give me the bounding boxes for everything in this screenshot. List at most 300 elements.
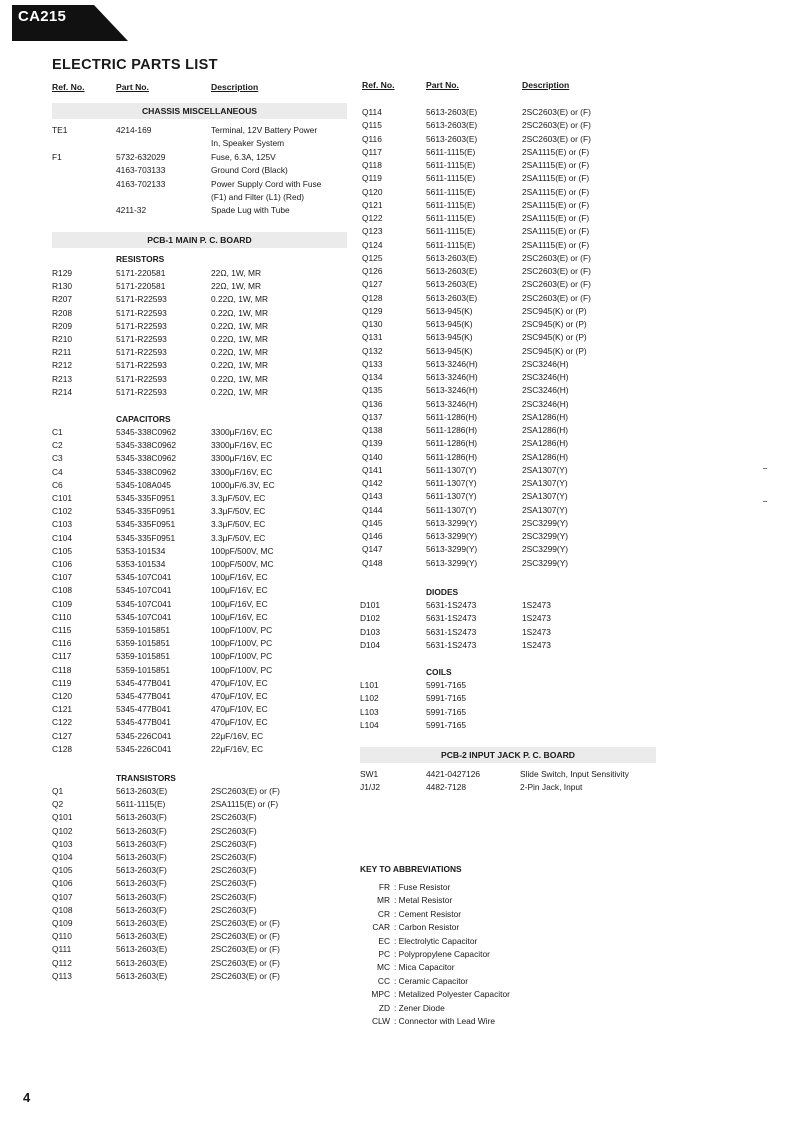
- cell-ref: Q114: [362, 107, 382, 117]
- cell-desc: 100pF/100V, PC: [211, 625, 273, 635]
- cell-desc: 22Ω, 1W, MR: [211, 281, 262, 292]
- table-row: [0, 239, 700, 252]
- table-row: [0, 278, 700, 291]
- cell-ref: Q112: [52, 957, 72, 968]
- cell-ref: D104: [360, 639, 381, 650]
- cell-part: 5345-477B041: [116, 677, 171, 688]
- cell-ref: L102: [360, 693, 379, 704]
- cell-ref: C103: [52, 519, 73, 530]
- cell-part: 5631-1S2473: [426, 600, 477, 610]
- cell-part: 5613-3246(H): [426, 398, 478, 409]
- cell-part: 4214-169: [116, 125, 152, 135]
- cell-ref: Q146: [362, 531, 383, 541]
- cell-part: 5611-1115(E): [116, 799, 166, 810]
- cell-desc: 2SA1115(E) or (F): [522, 173, 590, 184]
- cell-ref: Q124: [362, 239, 383, 250]
- abbreviation-code: CR: [377, 908, 390, 919]
- table-row: [0, 451, 700, 464]
- cell-desc: 2SC2603(F): [211, 838, 257, 849]
- cell-desc: 2SA1286(H): [522, 438, 569, 449]
- cell-desc: 2SC2603(E) or (F): [211, 918, 280, 928]
- coils-subheader: COILS: [426, 667, 452, 677]
- cell-ref: Q101: [52, 812, 73, 823]
- table-row: [0, 292, 700, 305]
- table-row: [0, 265, 700, 278]
- cell-part: 5345-107C041: [116, 611, 172, 622]
- cell-desc: 100pF/100V, PC: [211, 651, 273, 662]
- table-row: [0, 768, 700, 781]
- table-row: [0, 424, 700, 437]
- cell-desc: 2SC2603(E) or (F): [522, 107, 591, 117]
- cell-part: 5613-2603(E): [426, 252, 478, 263]
- cell-part: 5359-1015851: [116, 625, 171, 635]
- cell-part: 5345-338C0962: [116, 453, 177, 464]
- cell-part: 5631-1S2473: [426, 626, 477, 637]
- cell-desc: 2SA1115(E) or (F): [522, 213, 590, 223]
- cell-part: 5991-7165: [426, 706, 467, 717]
- cell-ref: Q113: [52, 970, 72, 981]
- cell-ref: D103: [360, 626, 381, 637]
- cell-part: 5631-1S2473: [426, 613, 477, 624]
- table-row: [0, 743, 700, 756]
- abbreviation-meaning: : Ceramic Capacitor: [394, 975, 469, 986]
- cell-desc: 2SC2603(F): [211, 865, 257, 876]
- cell-part: 5611-1115(E): [426, 199, 476, 210]
- cell-part: 5171-R22593: [116, 373, 167, 384]
- cell-desc: Fuse, 6.3A, 125V: [211, 151, 276, 162]
- cell-desc: 0.22Ω, 1W, MR: [211, 294, 268, 305]
- cell-part: 5613-3246(H): [426, 385, 478, 396]
- cell-desc: 470μF/10V, EC: [211, 677, 268, 688]
- table-row: [0, 358, 700, 371]
- cell-desc: 2SC2603(E) or (F): [211, 931, 280, 942]
- abbreviation-code: EC: [378, 935, 390, 946]
- cell-part: 5345-338C0962: [116, 440, 177, 451]
- model-label: CA215: [18, 8, 67, 25]
- cell-ref: Q123: [362, 226, 383, 237]
- cell-desc: Slide Switch, Input Sensitivity: [520, 769, 629, 779]
- left-header-ref: Ref. No.: [52, 82, 85, 92]
- cell-desc: 2SC2603(E) or (F): [522, 279, 591, 290]
- cell-desc: 2SC2603(F): [211, 852, 257, 862]
- cell-ref: Q147: [362, 544, 383, 555]
- cell-part: 5345-335F0951: [116, 519, 176, 530]
- cell-ref: Q122: [362, 213, 383, 223]
- cell-ref: Q108: [52, 904, 73, 915]
- cell-part: 5613-2603(E): [116, 786, 168, 796]
- table-row: [0, 811, 700, 824]
- cell-part: 5611-1307(Y): [426, 491, 477, 502]
- table-row: [0, 172, 700, 185]
- cell-desc: 2SC2603(F): [211, 825, 257, 836]
- table-row: [0, 930, 700, 943]
- cell-part: 5613-2603(F): [116, 865, 167, 876]
- table-row: [0, 159, 700, 172]
- cell-desc: 0.22Ω, 1W, MR: [211, 386, 268, 397]
- cell-part: 5613-2603(F): [116, 825, 167, 836]
- cell-desc: 22Ω, 1W, MR: [211, 268, 262, 278]
- cell-desc: 100pF/500V, MC: [211, 559, 274, 569]
- cell-desc: 100pF/100V, PC: [211, 638, 273, 649]
- cell-desc: 2SC945(K) or (P): [522, 345, 587, 356]
- table-row: [0, 904, 700, 917]
- cell-part: 5345-335F0951: [116, 493, 176, 503]
- cell-part: 5171-R22593: [116, 294, 167, 305]
- cell-desc: 3300μF/16V, EC: [211, 466, 273, 477]
- cell-desc: 3.3μF/50V, EC: [211, 519, 266, 530]
- cell-part: 5613-945(K): [426, 305, 473, 316]
- cell-part: 5611-1307(Y): [426, 504, 477, 515]
- cell-ref: C115: [52, 625, 72, 635]
- cell-ref: C117: [52, 651, 72, 662]
- cell-ref: Q143: [362, 491, 383, 502]
- cell-part: 5171-R22593: [116, 334, 167, 344]
- cell-part: 5991-7165: [426, 693, 467, 704]
- cell-desc: 2SA1307(Y): [522, 464, 568, 475]
- abbreviation-meaning: : Metal Resistor: [394, 895, 453, 906]
- abbreviation-meaning: : Cement Resistor: [394, 908, 462, 919]
- table-row: [0, 318, 700, 331]
- cell-desc: 2SA1115(E) or (F): [522, 186, 590, 197]
- abbreviation-meaning: : Electrolytic Capacitor: [394, 935, 478, 946]
- cell-ref: Q135: [362, 385, 383, 396]
- cell-desc: 2SC2603(F): [211, 812, 257, 823]
- cell-ref: Q117: [362, 146, 382, 157]
- cell-ref: C110: [52, 611, 72, 622]
- cell-part: 5345-107C041: [116, 572, 172, 583]
- right-header-ref: Ref. No.: [362, 80, 395, 90]
- cell-part: 5171-220581: [116, 268, 166, 278]
- cell-ref: C6: [52, 479, 63, 490]
- resistors-subheader: RESISTORS: [116, 254, 165, 264]
- table-row: [0, 517, 700, 530]
- table-row: [0, 679, 700, 692]
- cell-desc: 2SC2603(E) or (F): [211, 944, 280, 955]
- table-row: [0, 706, 700, 719]
- table-row: [0, 371, 700, 384]
- table-row: [0, 584, 700, 597]
- cell-part: 5613-2603(F): [116, 838, 167, 849]
- abbreviation-code: ZD: [378, 1002, 390, 1013]
- table-row: [0, 490, 700, 503]
- abbreviation-meaning: : Carbon Resistor: [394, 922, 460, 933]
- cell-ref: Q141: [362, 464, 383, 475]
- cell-part: 5613-2603(E): [426, 292, 478, 303]
- cell-ref: Q131: [362, 332, 383, 343]
- cell-desc: 2SA1115(E) or (F): [522, 226, 590, 237]
- cell-desc: 2SC3246(H): [522, 398, 569, 409]
- table-row: [0, 225, 700, 238]
- cell-ref: L101: [360, 680, 379, 690]
- cell-desc: 1S2473: [522, 626, 551, 637]
- cell-desc: 2SC2603(E) or (F): [522, 292, 591, 303]
- cell-ref: L104: [360, 719, 379, 730]
- abbreviation-meaning: : Mica Capacitor: [394, 962, 455, 973]
- cell-desc: 2SA1115(E) or (F): [522, 160, 590, 170]
- cell-desc: 0.22Ω, 1W, MR: [211, 334, 268, 344]
- abbreviation-code: PC: [378, 949, 390, 959]
- cell-desc: 2SC2603(E) or (F): [522, 266, 591, 276]
- cell-part: 4163-703133: [116, 165, 166, 176]
- cell-ref: TE1: [52, 125, 68, 135]
- cell-desc: 2SA1115(E) or (F): [522, 146, 590, 157]
- abbreviation-meaning: : Fuse Resistor: [394, 882, 451, 892]
- cell-desc: 2SC3299(Y): [522, 544, 569, 555]
- table-row: [0, 186, 700, 199]
- cell-desc: (F1) and Filter (L1) (Red): [211, 192, 305, 202]
- table-row: [0, 970, 700, 983]
- cell-part: 5171-R22593: [116, 307, 167, 318]
- table-row: [0, 464, 700, 477]
- cell-desc: Ground Cord (Black): [211, 165, 288, 176]
- table-row: [0, 384, 700, 397]
- cell-ref: Q142: [362, 478, 383, 488]
- cell-ref: Q136: [362, 398, 383, 409]
- cell-desc: 3.3μF/50V, EC: [211, 532, 266, 543]
- cell-part: 5345-335F0951: [116, 532, 176, 543]
- cell-desc: 470μF/10V, EC: [211, 704, 268, 715]
- cell-part: 5613-2603(E): [116, 918, 168, 928]
- cell-ref: Q105: [52, 865, 73, 876]
- chassis-section-title: CHASSIS MISCELLANEOUS: [52, 103, 347, 119]
- table-row: [0, 664, 700, 677]
- cell-desc: 100pF/500V, MC: [211, 545, 274, 556]
- cell-part: 5613-3299(Y): [426, 544, 478, 555]
- cell-part: 5613-945(K): [426, 345, 473, 356]
- cell-desc: 470μF/10V, EC: [211, 717, 268, 728]
- cell-part: 5613-2603(E): [116, 944, 168, 955]
- table-row: [0, 917, 700, 930]
- abbreviation-meaning: : Connector with Lead Wire: [394, 1016, 496, 1026]
- table-row: [0, 331, 700, 344]
- cell-part: 5345-226C041: [116, 743, 172, 754]
- cell-ref: Q129: [362, 305, 383, 316]
- abbreviation-code: MPC: [371, 989, 390, 1000]
- cell-ref: R209: [52, 320, 73, 331]
- cell-desc: 2-Pin Jack, Input: [520, 782, 583, 793]
- abbreviations-title: KEY TO ABBREVIATIONS: [360, 864, 462, 874]
- table-row: [0, 212, 700, 225]
- cell-part: 5345-107C041: [116, 598, 172, 609]
- cell-part: 5611-1115(E): [426, 186, 476, 197]
- table-row: [0, 345, 700, 358]
- cell-ref: Q139: [362, 438, 383, 449]
- cell-desc: 2SA1286(H): [522, 451, 569, 462]
- model-tab: [12, 5, 128, 41]
- cell-part: 5353-101534: [116, 545, 166, 556]
- cell-desc: 0.22Ω, 1W, MR: [211, 347, 268, 358]
- cell-ref: C109: [52, 598, 73, 609]
- table-row: [0, 504, 700, 517]
- cell-part: 5613-2603(F): [116, 878, 167, 889]
- cell-part: 5171-220581: [116, 281, 166, 292]
- table-row: [0, 599, 700, 612]
- table-row: [0, 864, 700, 877]
- cell-desc: 2SC2603(E) or (F): [211, 970, 280, 981]
- cell-desc: 3300μF/16V, EC: [211, 453, 273, 464]
- cell-desc: 2SC2603(E) or (F): [211, 957, 280, 968]
- table-row: [0, 557, 700, 570]
- cell-ref: C101: [52, 493, 73, 503]
- cell-part: 4211-32: [116, 205, 147, 216]
- cell-ref: Q107: [52, 891, 73, 902]
- table-row: [0, 719, 700, 732]
- table-row: [0, 851, 700, 864]
- cell-ref: Q104: [52, 852, 73, 862]
- cell-desc: 2SA1286(H): [522, 411, 569, 422]
- cell-desc: 0.22Ω, 1W, MR: [211, 360, 268, 371]
- cell-ref: C105: [52, 545, 73, 556]
- cell-ref: Q133: [362, 358, 383, 369]
- cell-part: 5613-945(K): [426, 319, 473, 329]
- cell-ref: C102: [52, 506, 73, 517]
- table-row: [0, 543, 700, 556]
- abbreviation-code: CAR: [372, 922, 390, 933]
- cell-ref: Q115: [362, 120, 382, 131]
- cell-ref: R212: [52, 360, 73, 371]
- cell-ref: C121: [52, 704, 73, 715]
- cell-desc: 1S2473: [522, 600, 551, 610]
- cell-part: 5353-101534: [116, 559, 166, 569]
- cell-ref: Q118: [362, 160, 382, 170]
- cell-ref: R210: [52, 334, 73, 344]
- cell-ref: Q132: [362, 345, 383, 356]
- cell-ref: R130: [52, 281, 73, 292]
- cell-desc: Spade Lug with Tube: [211, 205, 290, 216]
- table-row: [0, 692, 700, 705]
- cell-part: 5171-R22593: [116, 320, 167, 331]
- cell-ref: C122: [52, 717, 73, 728]
- cell-desc: 100μF/16V, EC: [211, 572, 268, 583]
- cell-ref: Q121: [362, 199, 383, 210]
- page-number: 4: [23, 1090, 31, 1105]
- cell-desc: 470μF/10V, EC: [211, 691, 268, 701]
- cell-desc: 2SC2603(F): [211, 904, 257, 915]
- table-row: [0, 798, 700, 811]
- cell-part: 4163-702133: [116, 178, 166, 189]
- cell-ref: Q106: [52, 878, 73, 889]
- table-row: [0, 781, 700, 794]
- abbreviation-meaning: : Zener Diode: [394, 1002, 445, 1013]
- cell-desc: In, Speaker System: [211, 138, 285, 149]
- cell-ref: Q148: [362, 557, 383, 568]
- cell-desc: 2SC945(K) or (P): [522, 319, 587, 329]
- cell-desc: 0.22Ω, 1W, MR: [211, 307, 268, 318]
- cell-desc: 0.22Ω, 1W, MR: [211, 320, 268, 331]
- cell-ref: C4: [52, 466, 63, 477]
- cell-part: 5613-2603(E): [116, 931, 168, 942]
- cell-desc: 2SC2603(E) or (F): [522, 252, 591, 263]
- cell-part: 5611-1307(Y): [426, 464, 477, 475]
- cell-part: 5345-335F0951: [116, 506, 176, 517]
- cell-desc: 2SC2603(E) or (F): [522, 120, 591, 131]
- diodes-subheader: DIODES: [426, 587, 459, 597]
- cell-part: 5631-1S2473: [426, 639, 477, 650]
- cell-ref: R213: [52, 373, 73, 384]
- cell-desc: 3.3μF/50V, EC: [211, 506, 266, 517]
- cell-desc: 2SC2603(E) or (F): [522, 133, 591, 144]
- page-title: ELECTRIC PARTS LIST: [52, 57, 218, 73]
- cell-ref: C127: [52, 730, 73, 741]
- cell-desc: 2SC3246(H): [522, 385, 569, 396]
- cell-part: 5611-1286(H): [426, 411, 478, 422]
- cell-ref: J1/J2: [360, 782, 381, 793]
- cell-part: 4421-0427126: [426, 769, 481, 779]
- abbreviation-code: CLW: [372, 1016, 390, 1026]
- cell-part: 5611-1307(Y): [426, 478, 477, 488]
- cell-part: 5345-477B041: [116, 704, 171, 715]
- cell-desc: 2SA1307(Y): [522, 491, 568, 502]
- cell-desc: 2SA1115(E) or (F): [522, 239, 590, 250]
- cell-part: 5611-1115(E): [426, 239, 476, 250]
- cell-desc: 2SC3246(H): [522, 372, 569, 382]
- cell-ref: R208: [52, 307, 73, 318]
- cell-part: 5171-R22593: [116, 386, 167, 397]
- cell-part: 5359-1015851: [116, 664, 171, 675]
- cell-part: 5345-108A045: [116, 479, 171, 490]
- table-row: [0, 477, 700, 490]
- cell-part: 5613-2603(F): [116, 852, 167, 862]
- cell-part: 5613-3299(Y): [426, 531, 478, 541]
- cell-part: 5345-477B041: [116, 691, 171, 701]
- scan-mark: [763, 468, 767, 469]
- abbreviation-meaning: : Metalized Polyester Capacitor: [394, 989, 510, 1000]
- cell-ref: C3: [52, 453, 63, 464]
- right-header-part: Part No.: [426, 80, 459, 90]
- cell-ref: Q126: [362, 266, 383, 276]
- cell-desc: Power Supply Cord with Fuse: [211, 178, 322, 189]
- cell-ref: Q138: [362, 425, 383, 435]
- table-row: [0, 650, 700, 663]
- cell-desc: 22μF/16V, EC: [211, 730, 264, 741]
- cell-desc: 2SA1286(H): [522, 425, 569, 435]
- cell-part: 4482-7128: [426, 782, 467, 793]
- cell-part: 5611-1286(H): [426, 425, 478, 435]
- cell-part: 5613-2603(E): [426, 120, 478, 131]
- cell-part: 5613-2603(F): [116, 904, 167, 915]
- cell-part: 5613-3246(H): [426, 372, 478, 382]
- cell-desc: 100pF/100V, PC: [211, 664, 273, 675]
- cell-part: 5613-3246(H): [426, 358, 478, 369]
- cell-part: 5345-338C0962: [116, 427, 177, 437]
- cell-part: 5991-7165: [426, 719, 467, 730]
- table-row: [0, 199, 700, 212]
- cell-ref: Q102: [52, 825, 73, 836]
- cell-desc: 2SC3246(H): [522, 358, 569, 369]
- capacitors-subheader: CAPACITORS: [116, 414, 171, 424]
- cell-ref: Q125: [362, 252, 383, 263]
- cell-desc: 1S2473: [522, 639, 551, 650]
- cell-ref: Q120: [362, 186, 383, 197]
- cell-part: 5345-107C041: [116, 585, 172, 596]
- cell-ref: L103: [360, 706, 379, 717]
- scan-mark: [763, 501, 767, 502]
- cell-part: 5611-1115(E): [426, 226, 476, 237]
- cell-ref: F1: [52, 151, 62, 162]
- cell-part: 5345-338C0962: [116, 466, 177, 477]
- cell-part: 5611-1115(E): [426, 213, 476, 223]
- cell-desc: 2SA1115(E) or (F): [522, 199, 590, 210]
- cell-desc: 2SA1307(Y): [522, 478, 568, 488]
- cell-desc: 2SC3299(Y): [522, 557, 569, 568]
- cell-part: 5991-7165: [426, 680, 467, 690]
- cell-ref: Q119: [362, 173, 382, 184]
- cell-ref: C118: [52, 664, 72, 675]
- cell-ref: Q140: [362, 451, 383, 462]
- cell-part: 5613-2603(E): [426, 279, 478, 290]
- cell-part: 5359-1015851: [116, 651, 171, 662]
- cell-ref: Q144: [362, 504, 383, 515]
